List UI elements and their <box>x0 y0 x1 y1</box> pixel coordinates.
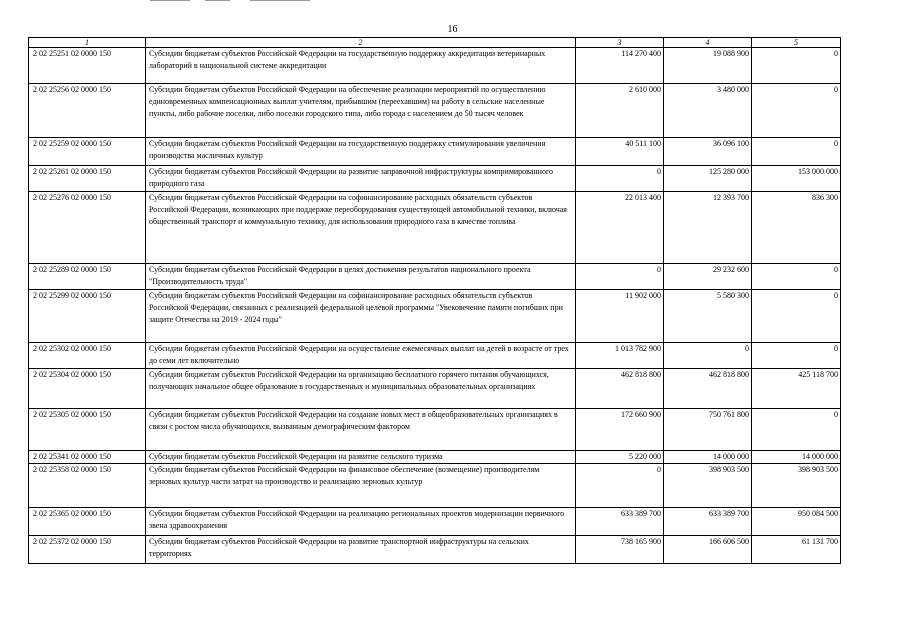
amount-col5: 153 000 000 <box>752 166 841 192</box>
table-row <box>29 343 841 369</box>
amount-col4: 3 480 000 <box>664 84 752 138</box>
budget-code: 2 02 25305 02 0000 150 <box>29 409 146 451</box>
amount-col4: 633 389 700 <box>664 508 752 536</box>
table-row <box>29 451 841 464</box>
table-row <box>29 409 841 451</box>
amount-col3: 172 660 900 <box>576 409 664 451</box>
scan-top-edge <box>0 0 905 3</box>
amount-col5: 0 <box>752 84 841 138</box>
column-header-3: 3 <box>576 38 664 48</box>
column-header-5: 5 <box>752 38 841 48</box>
amount-col5: 61 131 700 <box>752 536 841 564</box>
budget-code: 2 02 25299 02 0000 150 <box>29 290 146 343</box>
table-row <box>29 369 841 409</box>
table-row <box>29 290 841 343</box>
subsidy-description: Субсидии бюджетам субъектов Российской Федерации на обеспечение реализации мероприятий по осуществлению единовременных компенсационных выплат учителям, прибывшим (переехавшим) на работу в сельские населенные пункты, либо рабочие поселки, либо поселки городского типа, либо города с населением до 50 тысяч человек <box>146 84 576 138</box>
budget-code: 2 02 25341 02 0000 150 <box>29 451 146 464</box>
subsidy-description: Субсидии бюджетам субъектов Российской Федерации на государственную поддержку аккредитации ветеринарных лабораторий в национальной системе аккредитации <box>146 48 576 84</box>
column-header-2: 2 <box>146 38 576 48</box>
amount-col5: 836 300 <box>752 192 841 264</box>
budget-code: 2 02 25289 02 0000 150 <box>29 264 146 290</box>
table-row <box>29 536 841 564</box>
amount-col5: 950 084 500 <box>752 508 841 536</box>
amount-col3: 0 <box>576 464 664 508</box>
amount-col3: 1 013 782 900 <box>576 343 664 369</box>
amount-col3: 114 270 400 <box>576 48 664 84</box>
amount-col3: 2 610 000 <box>576 84 664 138</box>
amount-col4: 19 088 900 <box>664 48 752 84</box>
amount-col5: 0 <box>752 264 841 290</box>
amount-col3: 633 389 700 <box>576 508 664 536</box>
budget-code: 2 02 25259 02 0000 150 <box>29 138 146 166</box>
budget-code: 2 02 25304 02 0000 150 <box>29 369 146 409</box>
budget-code: 2 02 25372 02 0000 150 <box>29 536 146 564</box>
budget-code: 2 02 25365 02 0000 150 <box>29 508 146 536</box>
budget-code: 2 02 25261 02 0000 150 <box>29 166 146 192</box>
amount-col4: 29 232 600 <box>664 264 752 290</box>
subsidy-description: Субсидии бюджетам субъектов Российской Федерации на реализацию региональных проектов модернизации первичного звена здравоохранения <box>146 508 576 536</box>
amount-col4: 750 761 800 <box>664 409 752 451</box>
subsidy-description: Субсидии бюджетам субъектов Российской Федерации на развитие заправочной инфраструктуры компримированного природного газа <box>146 166 576 192</box>
budget-code: 2 02 25302 02 0000 150 <box>29 343 146 369</box>
amount-col3: 5 220 000 <box>576 451 664 464</box>
amount-col3: 738 165 900 <box>576 536 664 564</box>
subsidy-description: Субсидии бюджетам субъектов Российской Федерации на софинансирование расходных обязательств субъектов Российской Федерации, возникающих при поддержке переоборудования существующей автомобильной техники, включая общественный транспорт и коммунальную технику, для использования природного газа в качестве топлива <box>146 192 576 264</box>
subsidy-description: Субсидии бюджетам субъектов Российской Федерации на развитие транспортной инфраструктуры на сельских территориях <box>146 536 576 564</box>
amount-col3: 0 <box>576 166 664 192</box>
table-row <box>29 48 841 84</box>
header-row <box>29 38 841 48</box>
amount-col4: 0 <box>664 343 752 369</box>
table-row <box>29 464 841 508</box>
column-header-4: 4 <box>664 38 752 48</box>
amount-col5: 0 <box>752 343 841 369</box>
amount-col4: 5 580 300 <box>664 290 752 343</box>
table-row <box>29 138 841 166</box>
table-row <box>29 264 841 290</box>
subsidy-description: Субсидии бюджетам субъектов Российской Федерации на государственную поддержку стимулирования увеличения производства масличных культур <box>146 138 576 166</box>
budget-code: 2 02 25358 02 0000 150 <box>29 464 146 508</box>
amount-col4: 166 606 500 <box>664 536 752 564</box>
amount-col5: 0 <box>752 48 841 84</box>
table-row <box>29 192 841 264</box>
column-header-1: 1 <box>29 38 146 48</box>
amount-col4: 12 393 700 <box>664 192 752 264</box>
table-row <box>29 84 841 138</box>
revenue-table <box>28 37 841 564</box>
amount-col4: 125 280 000 <box>664 166 752 192</box>
subsidy-description: Субсидии бюджетам субъектов Российской Федерации на создание новых мест в общеобразовательных организациях в связи с ростом числа обучающихся, вызванным демографическим фактором <box>146 409 576 451</box>
amount-col3: 462 818 800 <box>576 369 664 409</box>
subsidy-description: Субсидии бюджетам субъектов Российской Федерации в целях достижения результатов национального проекта "Производительность труда" <box>146 264 576 290</box>
subsidy-description: Субсидии бюджетам субъектов Российской Федерации на организацию бесплатного горячего питания обучающихся, получающих начальное общее образование в государственных и муниципальных образовательных организациях <box>146 369 576 409</box>
amount-col5: 14 000 000 <box>752 451 841 464</box>
amount-col5: 425 118 700 <box>752 369 841 409</box>
subsidy-description: Субсидии бюджетам субъектов Российской Федерации на развитие сельского туризма <box>146 451 576 464</box>
amount-col4: 14 000 000 <box>664 451 752 464</box>
amount-col3: 22 013 400 <box>576 192 664 264</box>
subsidy-description: Субсидии бюджетам субъектов Российской Федерации на софинансирование расходных обязательств субъектов Российской Федерации, связанных с реализацией федеральной целевой программы "Увековечение памяти погибших при защите Отечества на 2019 - 2024 годы" <box>146 290 576 343</box>
amount-col5: 0 <box>752 290 841 343</box>
page-number: 16 <box>447 24 458 35</box>
budget-code: 2 02 25276 02 0000 150 <box>29 192 146 264</box>
amount-col4: 398 903 500 <box>664 464 752 508</box>
budget-code: 2 02 25251 02 0000 150 <box>29 48 146 84</box>
table-row <box>29 166 841 192</box>
amount-col4: 36 096 100 <box>664 138 752 166</box>
subsidy-description: Субсидии бюджетам субъектов Российской Федерации на осуществление ежемесячных выплат на детей в возрасте от трех до семи лет включительно <box>146 343 576 369</box>
budget-code: 2 02 25256 02 0000 150 <box>29 84 146 138</box>
subsidy-description: Субсидии бюджетам субъектов Российской Федерации на финансовое обеспечение (возмещение) производителям зерновых культур части затрат на производство и реализацию зерновых культур <box>146 464 576 508</box>
amount-col3: 40 511 100 <box>576 138 664 166</box>
amount-col5: 398 903 500 <box>752 464 841 508</box>
amount-col3: 0 <box>576 264 664 290</box>
amount-col5: 0 <box>752 138 841 166</box>
amount-col4: 462 818 800 <box>664 369 752 409</box>
amount-col3: 11 902 000 <box>576 290 664 343</box>
amount-col5: 0 <box>752 409 841 451</box>
table-row <box>29 508 841 536</box>
